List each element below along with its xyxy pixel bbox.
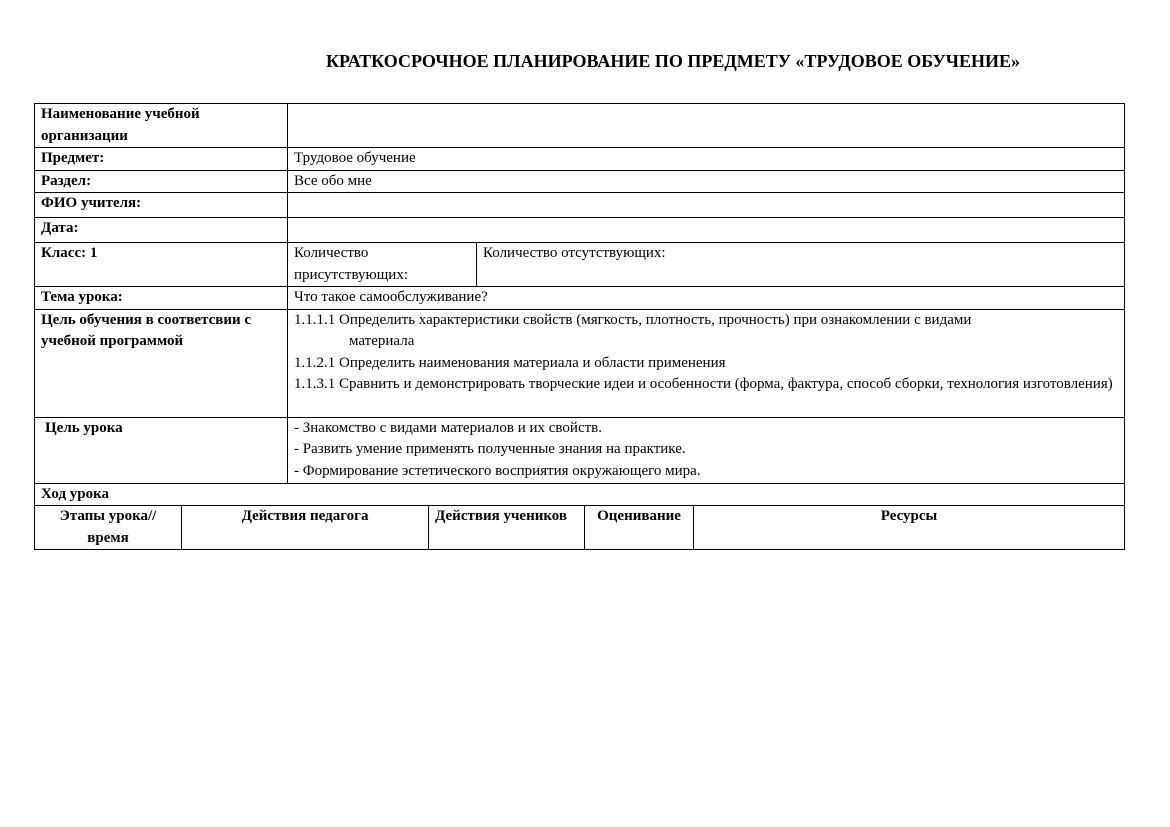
class-label: Класс: 1 <box>35 243 288 287</box>
row-learning-objectives <box>35 309 1125 417</box>
date-value[interactable] <box>288 218 1125 243</box>
column-student-actions: Действия учеников <box>429 506 585 550</box>
lesson-goal-label: Цель урока <box>35 417 288 483</box>
subject-value[interactable]: Трудовое обучение <box>288 148 1125 171</box>
section-value[interactable]: Все обо мне <box>288 170 1125 193</box>
goal-item: - Развить умение применять полученные знания на практике. <box>294 441 686 457</box>
learning-objectives-label: Цель обучения в соответсвии с учебной программой <box>35 309 288 417</box>
row-organization <box>35 104 1125 148</box>
present-count-cell[interactable]: Количество присутствующих: <box>288 243 477 287</box>
objective-item: 1.1.1.1 Определить характеристики свойств (мягкость, плотность, прочность) при ознакомлении с видами <box>294 311 972 328</box>
column-resources: Ресурсы <box>694 506 1125 550</box>
column-teacher-actions: Действия педагога <box>182 506 429 550</box>
document-title: КРАТКОСРОЧНОЕ ПЛАНИРОВАНИЕ ПО ПРЕДМЕТУ «ТРУДОВОЕ ОБУЧЕНИЕ» <box>326 51 1020 71</box>
column-stages-time: Этапы урока//время <box>35 506 182 550</box>
row-class <box>35 243 1125 287</box>
objective-item: 1.1.2.1 Определить наименования материала и области применения <box>294 354 726 371</box>
learning-objectives-value[interactable] <box>288 309 1125 417</box>
teacher-value[interactable] <box>288 193 1125 218</box>
absent-count-cell[interactable]: Количество отсутствующих: <box>477 243 1125 287</box>
section-label: Раздел: <box>35 170 288 193</box>
lesson-flow-header-row <box>35 506 1125 550</box>
row-section <box>35 170 1125 193</box>
row-subject <box>35 148 1125 171</box>
row-date <box>35 218 1125 243</box>
topic-label: Тема урока: <box>35 287 288 310</box>
lesson-flow-label: Ход урока <box>35 483 1125 506</box>
row-teacher <box>35 193 1125 218</box>
organization-value[interactable] <box>288 104 1125 148</box>
lesson-plan-table <box>34 103 1125 550</box>
teacher-label: ФИО учителя: <box>35 193 288 218</box>
topic-value[interactable]: Что такое самообслуживание? <box>288 287 1125 310</box>
row-lesson-goal <box>35 417 1125 483</box>
goal-item: - Знакомство с видами материалов и их свойств. <box>294 419 602 436</box>
goal-item: - Формирование эстетического восприятия окружающего мира. <box>294 462 701 479</box>
column-assessment: Оценивание <box>585 506 694 550</box>
objective-item: 1.1.3.1 Сравнить и демонстрировать творческие идеи и особенности (форма, фактура, способ сборки, технология изготовления) <box>294 376 1113 392</box>
objective-item-continued: материала <box>349 333 415 349</box>
row-topic <box>35 287 1125 310</box>
date-label: Дата: <box>35 218 288 243</box>
subject-label: Предмет: <box>35 148 288 171</box>
row-lesson-flow <box>35 483 1125 506</box>
lesson-goal-value[interactable] <box>288 417 1125 483</box>
organization-label: Наименование учебной организации <box>35 104 288 148</box>
